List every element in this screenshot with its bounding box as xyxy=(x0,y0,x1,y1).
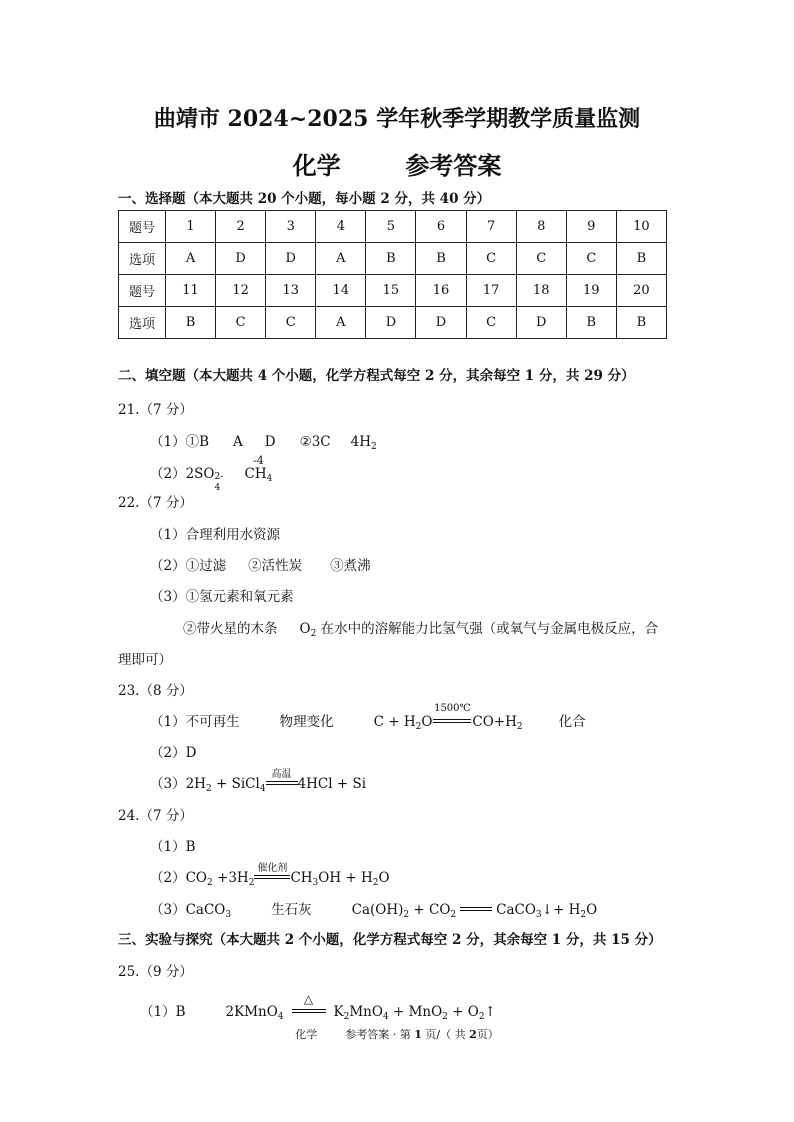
table-cell: C xyxy=(266,307,316,339)
table-cell: B xyxy=(616,243,666,275)
table-cell: 2 xyxy=(216,211,266,243)
table-cell: B xyxy=(366,243,416,275)
table-cell: 1 xyxy=(166,211,216,243)
table-cell: B xyxy=(616,307,666,339)
q23-line1: （1）不可再生 物理变化 $C + H_2O$ 1500℃ $CO+H_2$ 化合 xyxy=(150,703,586,732)
table-row-header: 选项 xyxy=(119,307,166,339)
table-cell: 6 xyxy=(416,211,466,243)
q22-line1: （1）合理利用水资源 xyxy=(150,527,281,543)
table-cell: 3 xyxy=(266,211,316,243)
table-cell: 12 xyxy=(216,275,266,307)
table-cell: 18 xyxy=(516,275,566,307)
table-cell: 5 xyxy=(366,211,416,243)
table-cell: 7 xyxy=(466,211,516,243)
page-title: 曲靖市 2024~2025 学年秋季学期教学质量监测 xyxy=(153,106,641,132)
q25-line1: （1）B 2KMnO$_4$ △ $K_2MnO_4 + MnO_2$ + $O_2↑$ xyxy=(140,992,496,1022)
table-cell: 19 xyxy=(566,275,616,307)
table-row xyxy=(119,211,667,243)
section2-heading: 二、填空题（本大题共 4 个小题，化学方程式每空 2 分，其余每空 1 分，共 29 分） xyxy=(118,368,635,384)
answer-table xyxy=(118,210,667,339)
page-number: 1 xyxy=(414,1028,422,1041)
q24-line2: $(2)CO_2 +3H_2$ 催化剂 $CH_3OH + H_2O$ xyxy=(150,863,390,888)
table-cell: D xyxy=(416,307,466,339)
table-cell: B xyxy=(166,307,216,339)
table-cell: 16 xyxy=(416,275,466,307)
table-cell: D xyxy=(216,243,266,275)
q21-label: 21.（7 分） xyxy=(118,402,193,418)
page-subtitle xyxy=(0,146,794,181)
table-row xyxy=(119,275,667,307)
subject-label: 化学 xyxy=(292,151,341,180)
table-cell: 15 xyxy=(366,275,416,307)
table-row-header: 选项 xyxy=(119,243,166,275)
table-cell: 13 xyxy=(266,275,316,307)
page-total: 2 xyxy=(469,1028,477,1041)
q25-label: 25.（9 分） xyxy=(118,964,193,980)
q22-line4: ②带火星的木条 $O_2$ 在水中的溶解能力比氢气强（或氧气与金属电极反应，合 xyxy=(183,621,659,639)
table-cell: 11 xyxy=(166,275,216,307)
q23-line3: $(3)2H_2$ + SiCl$_4$ 高温 4HCl + Si xyxy=(150,769,367,794)
table-cell: 10 xyxy=(616,211,666,243)
q21-line1: （1）①B A D ②3C $4H_2$ xyxy=(150,434,377,452)
table-cell: C xyxy=(516,243,566,275)
table-cell: D xyxy=(266,243,316,275)
table-cell: A xyxy=(316,243,366,275)
q23-label: 23.（8 分） xyxy=(118,683,193,699)
table-cell: 20 xyxy=(616,275,666,307)
q22-line3: （3）①氢元素和氧元素 xyxy=(150,589,294,605)
q22-line5: 理即可） xyxy=(118,652,172,668)
table-cell: D xyxy=(516,307,566,339)
table-row-header: 题号 xyxy=(119,211,166,243)
table-row xyxy=(119,307,667,339)
section1-heading: 一、选择题（本大题共 20 个小题，每小题 2 分，共 40 分） xyxy=(118,191,491,207)
table-cell: C xyxy=(466,307,516,339)
table-cell: A xyxy=(316,307,366,339)
table-cell: 9 xyxy=(566,211,616,243)
table-cell: A xyxy=(166,243,216,275)
table-cell: C xyxy=(216,307,266,339)
table-cell: B xyxy=(416,243,466,275)
table-cell: 14 xyxy=(316,275,366,307)
section3-heading: 三、实验与探究（本大题共 2 个小题，化学方程式每空 2 分，其余每空 1 分，共 15 分） xyxy=(118,932,662,948)
table-cell: B xyxy=(566,307,616,339)
q22-line2: （2）①过滤 ②活性炭 ③煮沸 xyxy=(150,558,371,574)
table-row xyxy=(119,243,667,275)
table-cell: C xyxy=(466,243,516,275)
table-cell: 8 xyxy=(516,211,566,243)
table-cell: C xyxy=(566,243,616,275)
table-cell: 4 xyxy=(316,211,366,243)
q22-label: 22.（7 分） xyxy=(118,495,193,511)
table-cell: D xyxy=(366,307,416,339)
doc-type-label: 参考答案 xyxy=(405,151,502,180)
q24-label: 24.（7 分） xyxy=(118,808,193,824)
q21-line2: （2）2SO 2- 4 -4 $CH_4$ xyxy=(150,454,273,493)
q24-line1: （1）B xyxy=(150,839,196,855)
page-footer: 化学 参考答案 · 第 1 页/（ 共 2页） xyxy=(295,1028,499,1041)
table-cell: 17 xyxy=(466,275,516,307)
table-row-header: 题号 xyxy=(119,275,166,307)
q23-line2: （2）D xyxy=(150,745,197,761)
q24-line3: （3）CaCO$_3$ 生石灰 $Ca(OH)_2 + CO_2$ CaCO$_3$↓+ $H_2O$ xyxy=(150,902,598,920)
